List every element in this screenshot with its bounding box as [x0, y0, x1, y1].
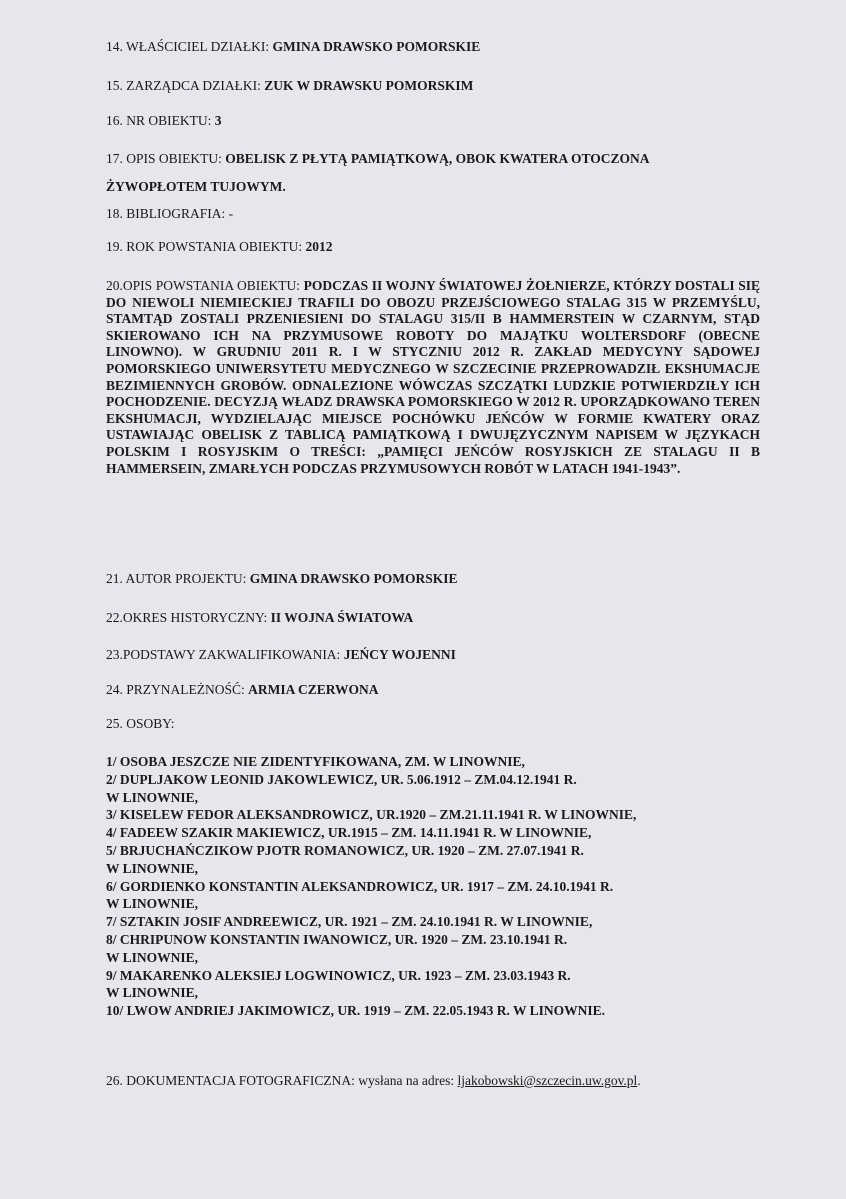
field-year-label: 19. ROK POWSTANIA OBIEKTU:: [106, 239, 303, 254]
field-owner: [106, 38, 480, 56]
field-object-description-value: OBELISK Z PŁYTĄ PAMIĄTKOWĄ, OBOK KWATERA OTOCZONA: [225, 151, 650, 166]
field-photo-documentation-value: wysłana na adres:: [358, 1073, 455, 1088]
field-project-author-value: GMINA DRAWSKO POMORSKIE: [249, 571, 458, 586]
field-persons-label: 25. OSOBY:: [106, 716, 175, 731]
field-manager-value: ZUK W DRAWSKU POMORSKIM: [264, 78, 474, 93]
field-manager-label: 15. ZARZĄDCA DZIAŁKI:: [106, 78, 261, 93]
persons-list: [106, 753, 766, 1020]
list-item: W LINOWNIE,: [106, 949, 199, 965]
field-bibliography-label: 18. BIBLIOGRAFIA: -: [106, 206, 234, 221]
field-object-description-value2: ŻYWOPŁOTEM TUJOWYM.: [106, 179, 286, 194]
field-owner-value: GMINA DRAWSKO POMORSKIE: [272, 39, 481, 54]
field-photo-documentation: [106, 1072, 641, 1090]
list-item: 4/ FADEEW SZAKIR MAKIEWICZ, UR.1915 – ZM. 14.11.1941 R. W LINOWNIE,: [106, 825, 592, 841]
field-persons: [106, 715, 175, 733]
list-item: W LINOWNIE,: [106, 860, 199, 876]
field-object-description-line2: [106, 178, 286, 196]
field-year: [106, 238, 333, 256]
list-item: 3/ KISELEW FEDOR ALEKSANDROWICZ, UR.1920 – ZM.21.11.1941 R. W LINOWNIE,: [106, 807, 637, 823]
list-item: W LINOWNIE,: [106, 896, 199, 912]
field-qualification-basis: [106, 646, 456, 664]
list-item: 5/ BRJUCHAŃCZIKOW PJOTR ROMANOWICZ, UR. 1920 – ZM. 27.07.1941 R.: [106, 842, 584, 858]
field-origin-description-value: PODCZAS II WOJNY ŚWIATOWEJ ŻOŁNIERZE, KTÓRZY DOSTALI SIĘ DO NIEWOLI NIEMIECKIEJ TRAFILI DO OBOZU PRZEJŚCIOWEGO STALAG 315 W PRZEMYŚLU, STAMTĄD ZOSTALI PRZENIESIENI DO STALAGU 315/II B HAMMERSTEIN W CZARNYM, STĄD SKIEROWANO ICH NA PRZYMUSOWE ROBOTY DO MAJĄTKU WOLTERSDORF (OBECNE LINOWNO). W GRUDNIU 2011 R. I W STYCZNIU 2012 R. ZAKŁAD MEDYCYNY SĄDOWEJ POMORSKIEGO UNIWERSYTETU MEDYCZNEGO W SZCZECINIE PRZEPROWADZIŁ EKSHUMACJE BEZIMIENNYCH GROBÓW. ODNALEZIONE WÓWCZAS SZCZĄTKI LUDZKIE POTWIERDZIŁY ICH POCHODZENIE. DECYZJĄ WŁADZ DRAWSKA POMORSKIEGO W 2012 R. UPORZĄDKOWANO TEREN EKSHUMACJI, WYDZIELAJĄC MIEJSCE POCHÓWKU JEŃCÓW W FORMIE KWATERY ORAZ USTAWIAJĄC OBELISK Z TABLICĄ PAMIĄTKOWĄ I DWUJĘZYCZNYM NAPISEM W JĘZYKACH POLSKIM I ROSYJSKIM O TREŚCI: „PAMIĘCI JEŃCÓW ROSYJSKICH ZE STALAGU II B HAMMERSEIN, ZMARŁYCH PODCZAS PRZYMUSOWYCH ROBÓT W LATACH 1941-1943”.: [106, 278, 760, 476]
field-affiliation: [106, 681, 379, 699]
field-bibliography: [106, 205, 233, 223]
field-affiliation-value: ARMIA CZERWONA: [248, 682, 379, 697]
field-project-author-label: 21. AUTOR PROJEKTU:: [106, 571, 247, 586]
list-item: W LINOWNIE,: [106, 985, 199, 1001]
field-object-number: [106, 112, 222, 130]
field-year-value: 2012: [305, 239, 333, 254]
field-object-description: [106, 150, 649, 168]
field-origin-description: [106, 278, 760, 477]
list-item: 7/ SZTAKIN JOSIF ANDREEWICZ, UR. 1921 – ZM. 24.10.1941 R. W LINOWNIE,: [106, 914, 593, 930]
field-object-number-label: 16. NR OBIEKTU:: [106, 113, 212, 128]
field-manager: [106, 77, 473, 95]
field-origin-description-label: 20.OPIS POWSTANIA OBIEKTU:: [106, 278, 300, 293]
list-item: 1/ OSOBA JESZCZE NIE ZIDENTYFIKOWANA, ZM. W LINOWNIE,: [106, 754, 525, 769]
list-item: 10/ LWOW ANDRIEJ JAKIMOWICZ, UR. 1919 – ZM. 22.05.1943 R. W LINOWNIE.: [106, 1003, 606, 1019]
field-photo-documentation-label: 26. DOKUMENTACJA FOTOGRAFICZNA:: [106, 1073, 355, 1088]
field-affiliation-label: 24. PRZYNALEŻNOŚĆ:: [106, 682, 245, 697]
field-photo-documentation-end: .: [637, 1073, 641, 1088]
field-qualification-basis-label: 23.PODSTAWY ZAKWALIFIKOWANIA:: [106, 647, 341, 662]
email-link[interactable]: ljakobowski@szczecin.uw.gov.pl: [457, 1073, 638, 1088]
field-object-number-value: 3: [214, 113, 222, 128]
field-object-description-label: 17. OPIS OBIEKTU:: [106, 151, 222, 166]
list-item: 9/ MAKARENKO ALEKSIEJ LOGWINOWICZ, UR. 1923 – ZM. 23.03.1943 R.: [106, 967, 571, 983]
field-project-author: [106, 570, 458, 588]
list-item: W LINOWNIE,: [106, 789, 199, 805]
field-historical-period-value: II WOJNA ŚWIATOWA: [270, 610, 414, 625]
list-item: 8/ CHRIPUNOW KONSTANTIN IWANOWICZ, UR. 1920 – ZM. 23.10.1941 R.: [106, 931, 568, 947]
list-item: 6/ GORDIENKO KONSTANTIN ALEKSANDROWICZ, UR. 1917 – ZM. 24.10.1941 R.: [106, 878, 614, 894]
list-item: 2/ DUPLJAKOW LEONID JAKOWLEWICZ, UR. 5.06.1912 – ZM.04.12.1941 R.: [106, 771, 577, 787]
field-owner-label: 14. WŁAŚCICIEL DZIAŁKI:: [106, 39, 270, 54]
field-historical-period-label: 22.OKRES HISTORYCZNY:: [106, 610, 268, 625]
field-historical-period: [106, 609, 413, 627]
field-qualification-basis-value: JEŃCY WOJENNI: [343, 647, 456, 662]
